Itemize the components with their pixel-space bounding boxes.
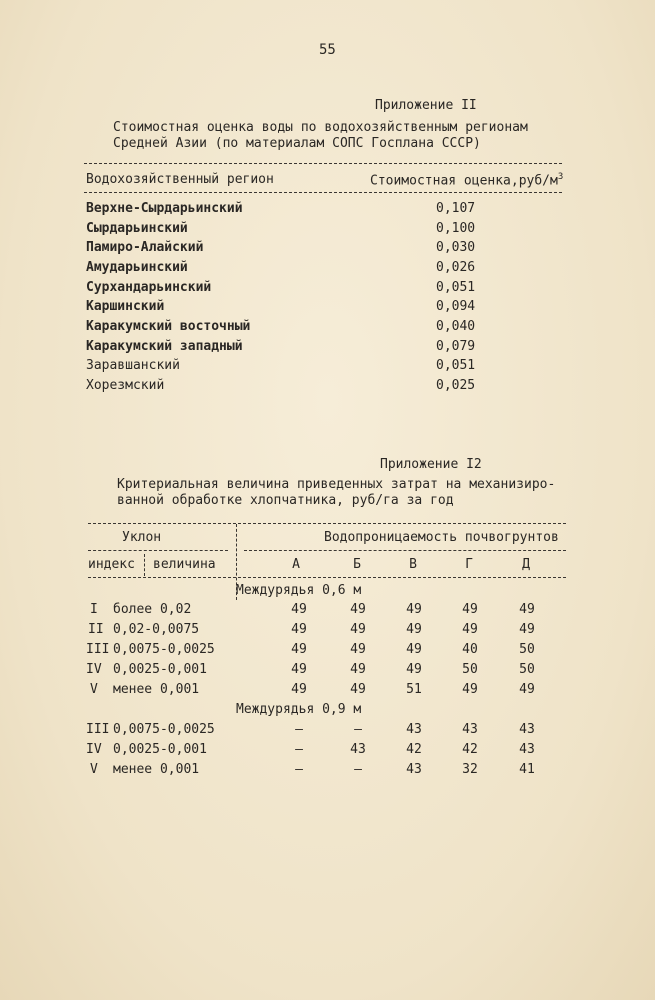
table-cell-value: 0,107 bbox=[436, 201, 476, 216]
cell-g: 49 bbox=[462, 602, 478, 617]
table-row: Заравшанский bbox=[86, 358, 180, 373]
cell-g: 32 bbox=[462, 762, 478, 777]
table-12-header-magnitude: величина bbox=[153, 557, 216, 572]
table-cell-value: 0,040 bbox=[436, 319, 476, 334]
table-cell-value: 0,094 bbox=[436, 299, 476, 314]
table-cell-value: 0,100 bbox=[436, 221, 476, 236]
row-slope: 0,0075-0,0025 bbox=[113, 642, 215, 657]
table-cell-value: 0,051 bbox=[436, 358, 476, 373]
cell-d: 50 bbox=[519, 642, 535, 657]
cell-b: 49 bbox=[350, 682, 366, 697]
cell-v: 49 bbox=[406, 642, 422, 657]
table-cell-value: 0,079 bbox=[436, 339, 476, 354]
cell-b: 43 bbox=[350, 742, 366, 757]
row-slope: менее 0,001 bbox=[113, 682, 200, 697]
cell-b: 49 bbox=[350, 622, 366, 637]
cell-b: 49 bbox=[350, 662, 366, 677]
cell-g: 49 bbox=[462, 682, 478, 697]
table-row: Каршинский bbox=[86, 299, 165, 314]
row-slope: менее 0,001 bbox=[113, 762, 200, 777]
table-12-permeability-subrule bbox=[244, 550, 566, 551]
cell-v: 42 bbox=[406, 742, 422, 757]
table-cell-value: 0,051 bbox=[436, 280, 476, 295]
cell-g: 40 bbox=[462, 642, 478, 657]
row-index: V bbox=[90, 762, 98, 777]
cell-a: 49 bbox=[291, 602, 307, 617]
cell-v: 49 bbox=[406, 602, 422, 617]
row-slope: 0,0025-0,001 bbox=[113, 742, 207, 757]
cell-g: 43 bbox=[462, 722, 478, 737]
table-row: Каракумский западный bbox=[86, 339, 243, 354]
cell-g: 42 bbox=[462, 742, 478, 757]
cell-v: 51 bbox=[406, 682, 422, 697]
cell-d: 43 bbox=[519, 742, 535, 757]
row-index: I bbox=[90, 602, 98, 617]
section-1-label: Междурядья 0,6 м bbox=[236, 583, 362, 598]
table-12-col-b: Б bbox=[353, 557, 361, 572]
cell-v: 49 bbox=[406, 662, 422, 677]
section-2-label: Междурядья 0,9 м bbox=[236, 702, 362, 717]
cell-d: 49 bbox=[519, 622, 535, 637]
cell-d: 50 bbox=[519, 662, 535, 677]
cell-a: 49 bbox=[291, 662, 307, 677]
row-index: III bbox=[86, 642, 110, 657]
cell-d: 49 bbox=[519, 602, 535, 617]
appendix-12-caption-line1: Критериальная величина приведенных затрат на механизиро- bbox=[117, 477, 556, 492]
row-slope: 0,0025-0,001 bbox=[113, 662, 207, 677]
table-row: Сурхандарьинский bbox=[86, 280, 212, 295]
row-slope: более 0,02 bbox=[113, 602, 192, 617]
row-slope: 0,0075-0,0025 bbox=[113, 722, 215, 737]
row-index: IV bbox=[86, 662, 102, 677]
cell-a: – bbox=[295, 762, 303, 777]
cell-b: – bbox=[354, 722, 362, 737]
table-row: Хорезмский bbox=[86, 378, 165, 393]
table-row: Каракумский восточный bbox=[86, 319, 251, 334]
table-12-col-a: А bbox=[292, 557, 300, 572]
appendix-11-caption-line2: Средней Азии (по материалам СОПС Госплана СССР) bbox=[113, 136, 481, 151]
cell-v: 43 bbox=[406, 762, 422, 777]
appendix-11-caption-line1: Стоимостная оценка воды по водохозяйственным регионам bbox=[113, 120, 528, 135]
table-11-header-rule bbox=[84, 192, 562, 193]
table-12-header-rule bbox=[88, 577, 566, 578]
page-number: 55 bbox=[319, 42, 336, 58]
table-cell-value: 0,026 bbox=[436, 260, 476, 275]
table-row: Амударьинский bbox=[86, 260, 188, 275]
table-row: Памиро-Алайский bbox=[86, 240, 204, 255]
table-12-top-rule bbox=[88, 523, 566, 524]
cell-b: – bbox=[354, 762, 362, 777]
cell-d: 41 bbox=[519, 762, 535, 777]
cell-b: 49 bbox=[350, 642, 366, 657]
cell-d: 43 bbox=[519, 722, 535, 737]
table-12-header-slope: Уклон bbox=[122, 530, 162, 545]
table-cell-value: 0,030 bbox=[436, 240, 476, 255]
table-12-index-divider bbox=[144, 554, 145, 576]
row-index: III bbox=[86, 722, 110, 737]
cell-a: – bbox=[295, 722, 303, 737]
table-12-header-permeability: Водопроницаемость почвогрунтов bbox=[324, 530, 559, 545]
cell-a: – bbox=[295, 742, 303, 757]
table-11-header-value-text: Стоимостная оценка,руб/м bbox=[370, 173, 558, 189]
row-index: IV bbox=[86, 742, 102, 757]
cell-v: 49 bbox=[406, 622, 422, 637]
cell-a: 49 bbox=[291, 642, 307, 657]
table-12-col-v: В bbox=[409, 557, 417, 572]
table-11-header-region: Водохозяйственный регион bbox=[86, 172, 274, 187]
cell-b: 49 bbox=[350, 602, 366, 617]
appendix-12-heading: Приложение I2 bbox=[380, 457, 482, 472]
row-slope: 0,02-0,0075 bbox=[113, 622, 200, 637]
row-index: V bbox=[90, 682, 98, 697]
table-row: Верхне-Сырдарьинский bbox=[86, 201, 243, 216]
table-12-slope-subrule bbox=[88, 550, 228, 551]
table-row: Сырдарьинский bbox=[86, 221, 188, 236]
table-cell-value: 0,025 bbox=[436, 378, 476, 393]
cell-v: 43 bbox=[406, 722, 422, 737]
cell-a: 49 bbox=[291, 682, 307, 697]
table-12-col-g: Г bbox=[465, 557, 473, 572]
appendix-11-heading: Приложение II bbox=[375, 98, 477, 113]
cell-d: 49 bbox=[519, 682, 535, 697]
cell-g: 50 bbox=[462, 662, 478, 677]
table-11-header-value-sup: 3 bbox=[557, 172, 564, 182]
table-12-header-index: индекс bbox=[88, 557, 135, 572]
table-11-top-rule bbox=[84, 163, 562, 164]
table-11-header-value bbox=[370, 172, 563, 188]
cell-g: 49 bbox=[462, 622, 478, 637]
table-12-col-d: Д bbox=[522, 557, 530, 572]
appendix-12-caption-line2: ванной обработке хлопчатника, руб/га за год bbox=[117, 493, 454, 508]
row-index: II bbox=[88, 622, 104, 637]
cell-a: 49 bbox=[291, 622, 307, 637]
